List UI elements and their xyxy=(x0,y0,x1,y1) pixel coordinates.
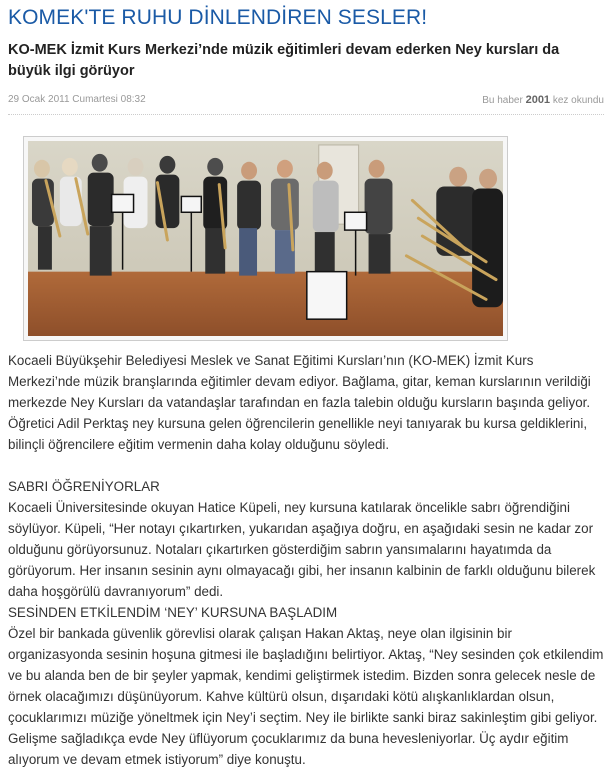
paragraph-gap xyxy=(8,455,606,476)
read-count-info xyxy=(482,94,604,106)
article-meta xyxy=(8,92,604,108)
article-photo-frame[interactable] xyxy=(23,136,508,341)
article-title[interactable]: KOMEK'TE RUHU DİNLENDİREN SESLER! xyxy=(8,6,428,29)
meta-divider xyxy=(8,114,604,115)
section-heading-sabri: SABRI ÖĞRENİYORLAR xyxy=(8,479,160,494)
read-count: 2001 xyxy=(525,94,551,106)
paragraph-intro: Kocaeli Büyükşehir Belediyesi Meslek ve Sanat Eğitimi Kursları’nın (KO-MEK) İzmit Kurs Merkezi’nde müzik branşlarında eğitimler devam ediyor. Bağlama, gitar, keman kurslarının verildiği merkezde Ney Kursları da vatandaşlar tarafından en fazla talebin olduğu kursların başında geliyor. Öğretici Adil Perktaş ney kursuna gelen öğrencilerin genellikle neyi tanıyarak bu kursa geldiklerini, bilinçli öğrencilere eğitim vermenin daha kolay olduğunu söyledi. xyxy=(8,353,591,452)
paragraph-aktas: Özel bir bankada güvenlik görevlisi olarak çalışan Hakan Aktaş, neye olan ilgisinin bir organizasyonda sesinin hoşuna gitmesi ile başladığını belirtiyor. Aktaş, “Ney sesinden çok etkilendim ve bu alanda ben de bir şeyler yapmak, kendimi geliştirmek istedim. Bizden sonra gelecek nesle de örnek olacağımızı düşünüyorum. Kahve kültürü olsun, dışarıdaki kötü alışkanlıklardan olsun, çocuklarımızı müziğe yöneltmek için Ney’i seçtim. Ney ile birlikte sanki biraz sakinleştim gibi geliyor. Gelişme sağladıkça evde Ney üflüyorum çocuklarımız da buna hevesleniyorlar. Üç aydır eğitim alıyorum ve devam etmek istiyorum” diye konuştu. xyxy=(8,626,604,767)
section-heading-ney: SESİNDEN ETKİLENDİM ‘NEY’ KURSUNA BAŞLADIM xyxy=(8,605,338,620)
article-subtitle: KO-MEK İzmit Kurs Merkezi’nde müzik eğitimleri devam ederken Ney kursları da büyük ilgi görüyor xyxy=(8,42,560,79)
read-count-prefix: Bu haber xyxy=(482,95,523,106)
article-body xyxy=(8,350,606,770)
read-count-suffix: kez okundu xyxy=(552,95,604,106)
paragraph-kupeli: Kocaeli Üniversitesinde okuyan Hatice Küpeli, ney kursuna katılarak öncelikle sabrı öğrendiğini söylüyor. Küpeli, “Her notayı çıkartırken, yukarıdan aşağıya doğru, en aşağıdaki sesin ne kadar zor olduğunu görüyorsunuz. Notaları çıkartırken gösterdiğim sabrın yansımalarını hayatımda da görüyorum. Her insanın sesinin aynı olmayacağı gibi, her insanın kalbinin de farklı olduğunu bilerek daha hoşgörülü davranıyorum” dedi. xyxy=(8,500,596,599)
publish-date: 29 Ocak 2011 Cumartesi 08:32 xyxy=(8,94,146,105)
group-photo-icon xyxy=(28,141,503,336)
